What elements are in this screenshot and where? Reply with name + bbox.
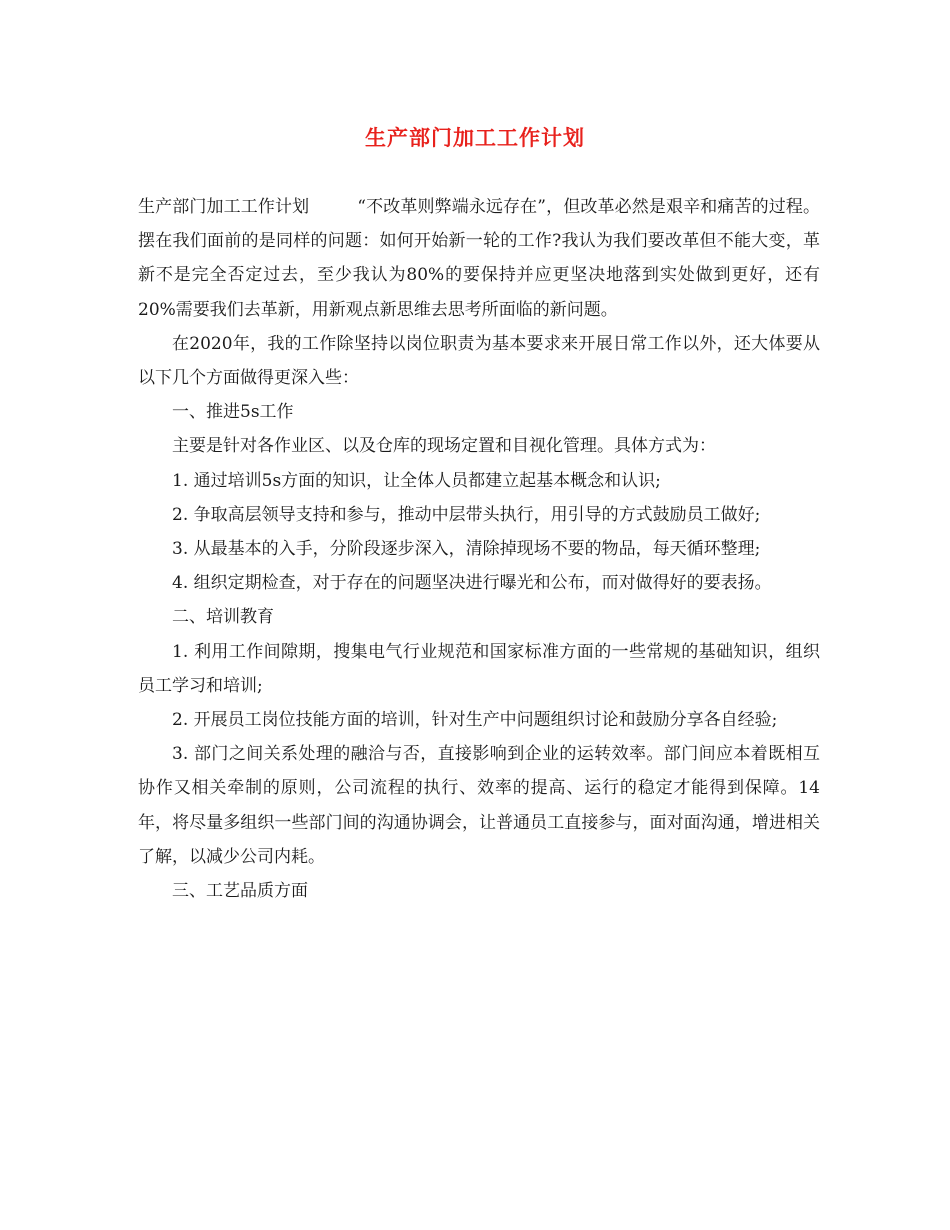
heading-5s: 一、推进5s工作: [172, 402, 294, 423]
list-item-training-1: 1. 利用工作间隙期，搜集电气行业规范和国家标准方面的一些常规的基础知识，组织员工学习和培训;: [138, 641, 820, 696]
list-item-training-2: 2. 开展员工岗位技能方面的培训，针对生产中问题组织讨论和鼓励分享各自经验;: [172, 710, 778, 731]
heading-quality: 三、工艺品质方面: [172, 881, 308, 902]
document-body: [138, 190, 820, 908]
list-item-training-3: 3. 部门之间关系处理的融洽与否，直接影响到企业的运转效率。部门间应本着既相互协作又相关牵制的原则，公司流程的执行、效率的提高、运行的稳定才能得到保障。14年，将尽量多组织一些部门间的沟通协调会，让普通员工直接参与，面对面沟通，增进相关了解，以减少公司内耗。: [138, 744, 820, 867]
list-item-5s-3: 3. 从最基本的入手，分阶段逐步深入，清除掉现场不要的物品，每天循环整理;: [172, 539, 761, 560]
intro-text: “不改革则弊端永远存在”，但改革必然是艰辛和痛苦的过程。摆在我们面前的是同样的问题：如何开始新一轮的工作?我认为我们要改革但不能大变，革新不是完全否定过去，至少我认为80%的要保持并应更坚决地落到实处做到更好，还有20%需要我们去革新，用新观点新思维去思考所面临的新问题。: [138, 197, 820, 320]
intro-paragraph: [138, 190, 820, 327]
list-item-5s-2: 2. 争取高层领导支持和参与，推动中层带头执行，用引导的方式鼓励员工做好;: [172, 504, 761, 525]
list-item-5s-1: 1. 通过培训5s方面的知识，让全体人员都建立起基本概念和认识;: [172, 470, 661, 491]
paragraph-plan-overview: 在2020年，我的工作除坚持以岗位职责为基本要求来开展日常工作以外，还大体要从以下几个方面做得更深入些：: [138, 333, 820, 389]
document-title: 生产部门加工工作计划: [365, 125, 585, 150]
intro-label: 生产部门加工工作计划: [138, 197, 310, 217]
list-item-5s-4: 4. 组织定期检查，对于存在的问题坚决进行曝光和公布，而对做得好的要表扬。: [172, 573, 772, 594]
heading-training: 二、培训教育: [172, 607, 274, 628]
paragraph-5s-scope: 主要是针对各作业区、以及仓库的现场定置和目视化管理。具体方式为：: [172, 436, 716, 457]
